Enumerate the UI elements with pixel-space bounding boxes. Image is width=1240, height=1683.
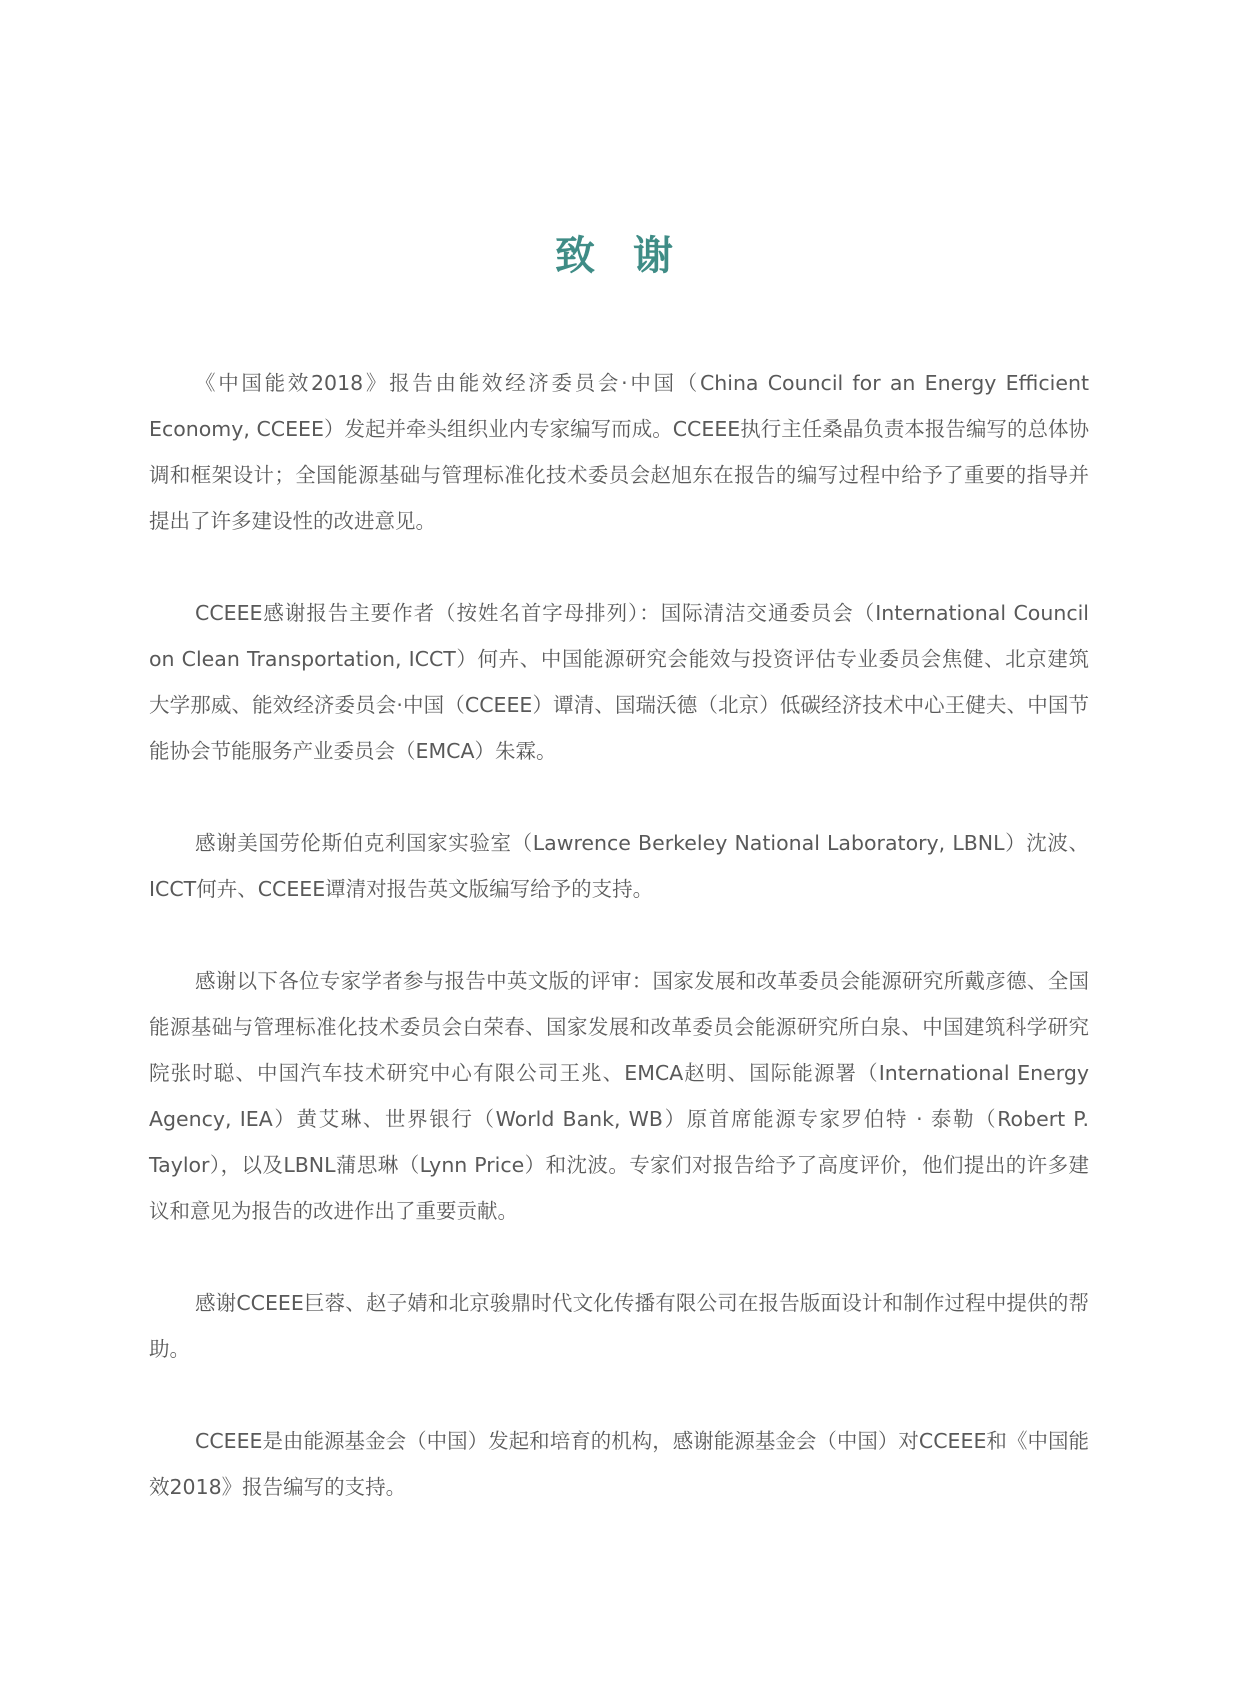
paragraph-energy-foundation: CCEEE是由能源基金会（中国）发起和培育的机构，感谢能源基金会（中国）对CCEEE和《中国能效2018》报告编写的支持。: [149, 1429, 1089, 1499]
paragraph-main-authors: CCEEE感谢报告主要作者（按姓名首字母排列）：国际清洁交通委员会（International Council on Clean Transportation, ICCT）何卉、中国能源研究会能效与投资评估专业委员会焦健、北京建筑大学那威、能效经济委员会·中国（CCEEE）谭清、国瑞沃德（北京）低碳经济技术中心王健夫、中国节能协会节能服务产业委员会（EMCA）朱霖。: [149, 601, 1089, 763]
paragraph-design-help: 感谢CCEEE巨蓉、赵子婧和北京骏鼎时代文化传播有限公司在报告版面设计和制作过程中提供的帮助。: [149, 1291, 1089, 1361]
acknowledgements-body: [149, 360, 1089, 1556]
paragraph-english-version: 感谢美国劳伦斯伯克利国家实验室（Lawrence Berkeley National Laboratory, LBNL）沈波、ICCT何卉、CCEEE谭清对报告英文版编写给予的支持。: [149, 831, 1089, 901]
page-title: 致 谢: [555, 233, 685, 279]
paragraph-report-authorship: 《中国能效2018》报告由能效经济委员会·中国（China Council for an Energy Efficient Economy, CCEEE）发起并牵头组织业内专家编写而成。CCEEE执行主任桑晶负责本报告编写的总体协调和框架设计；全国能源基础与管理标准化技术委员会赵旭东在报告的编写过程中给予了重要的指导并提出了许多建设性的改进意见。: [149, 371, 1089, 533]
paragraph-reviewers: 感谢以下各位专家学者参与报告中英文版的评审：国家发展和改革委员会能源研究所戴彦德、全国能源基础与管理标准化技术委员会白荣春、国家发展和改革委员会能源研究所白泉、中国建筑科学研究院张时聪、中国汽车技术研究中心有限公司王兆、EMCA赵明、国际能源署（International Energy Agency, IEA）黄艾琳、世界银行（World Bank, WB）原首席能源专家罗伯特 · 泰勒（Robert P. Taylor），以及LBNL蒲思琳（Lynn Price）和沈波。专家们对报告给予了高度评价，他们提出的许多建议和意见为报告的改进作出了重要贡献。: [149, 969, 1089, 1223]
